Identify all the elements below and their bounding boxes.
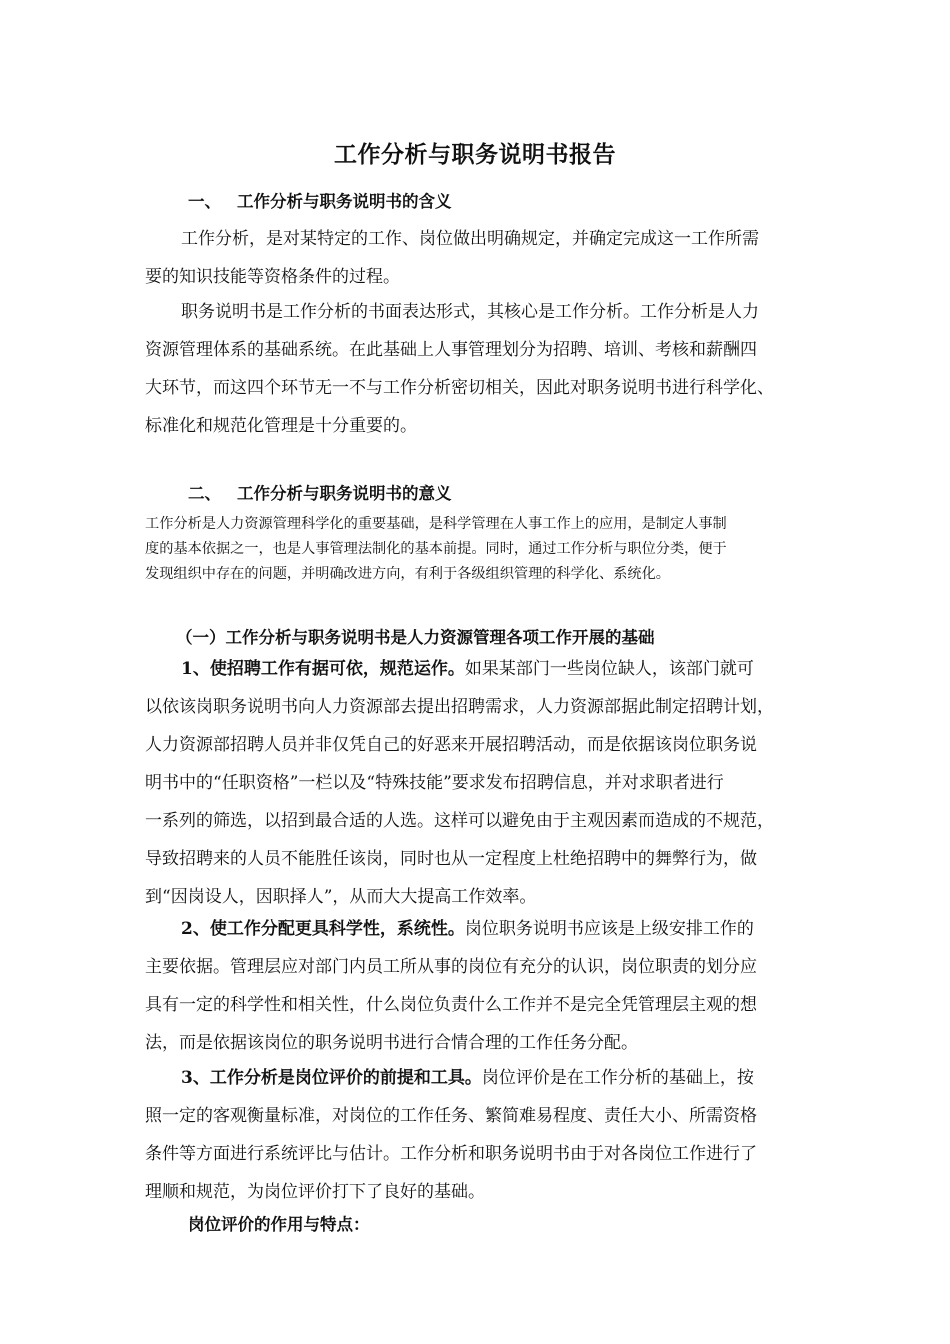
- text-line: 主要依据。管理层应对部门内员工所从事的岗位有充分的认识，岗位职责的划分应: [145, 957, 757, 977]
- text-line: 照一定的客观衡量标准，对岗位的工作任务、繁简难易程度、责任大小、所需资格: [145, 1106, 757, 1126]
- text-line: 大环节，而这四个环节无一不与工作分析密切相关，因此对职务说明书进行科学化、: [145, 378, 774, 398]
- text-line: 导致招聘来的人员不能胜任该岗，同时也从一定程度上杜绝招聘中的舞弊行为，做: [145, 849, 757, 869]
- text-line: 资源管理体系的基础系统。在此基础上人事管理划分为招聘、培训、考核和薪酬四: [145, 340, 757, 360]
- text-line: 法，而是依据该岗位的职务说明书进行合情合理的工作任务分配。: [145, 1033, 638, 1053]
- subsection-heading: （一）工作分析与职务说明书是人力资源管理各项工作开展的基础: [176, 628, 655, 647]
- text-line: [145, 1059, 845, 1097]
- item-2-lead: 2、使工作分配更具科学性，系统性。: [181, 919, 465, 939]
- section-2-heading: [188, 480, 452, 504]
- item-3-paragraph: [145, 1059, 845, 1211]
- text-line: 职务说明书是工作分析的书面表达形式，其核心是工作分析。工作分析是人力: [181, 302, 759, 322]
- text-line: [145, 910, 845, 948]
- text-line: 条件等方面进行系统评比与估计。工作分析和职务说明书由于对各岗位工作进行了: [145, 1144, 757, 1164]
- section-1-number: 一、: [188, 192, 221, 211]
- text-line: 工作分析是人力资源管理科学化的重要基础，是科学管理在人事工作上的应用，是制定人事制: [145, 516, 727, 532]
- text-line: 标准化和规范化管理是十分重要的。: [145, 416, 417, 436]
- item-2-first: 岗位职务说明书应该是上级安排工作的: [464, 919, 754, 939]
- text-line: 人力资源部招聘人员并非仅凭自己的好恶来开展招聘活动，而是依据该岗位职务说: [145, 735, 757, 755]
- text-line: 明书中的“任职资格”一栏以及“特殊技能”要求发布招聘信息，并对求职者进行: [145, 773, 724, 793]
- section-2-title: 工作分析与职务说明书的意义: [237, 484, 452, 503]
- item-2-paragraph: [145, 910, 845, 1062]
- text-line: [145, 650, 845, 688]
- item-1-lead: 1、使招聘工作有据可依，规范运作。: [181, 659, 465, 679]
- item-1-paragraph: [145, 650, 845, 916]
- text-line: 发现组织中存在的问题，并明确改进方向，有利于各级组织管理的科学化、系统化。: [145, 566, 670, 582]
- text-line: 以依该岗职务说明书向人力资源部去提出招聘需求，人力资源部据此制定招聘计划，: [145, 697, 774, 717]
- item-3-lead: 3、工作分析是岗位评价的前提和工具。: [181, 1068, 482, 1088]
- section-2-number: 二、: [188, 484, 221, 503]
- section-1-title: 工作分析与职务说明书的含义: [237, 192, 452, 211]
- text-line: 要的知识技能等资格条件的过程。: [145, 267, 400, 287]
- text-line: 具有一定的科学性和相关性，什么岗位负责什么工作并不是完全凭管理层主观的想: [145, 995, 757, 1015]
- section-1-paragraph-2: [145, 293, 845, 445]
- section-1-paragraph-1: [145, 220, 845, 296]
- section-2-paragraph: [145, 512, 845, 587]
- item-1-first: 如果某部门一些岗位缺人，该部门就可: [464, 659, 754, 679]
- page-title: 工作分析与职务说明书报告: [334, 141, 616, 168]
- item-3-first: 岗位评价是在工作分析的基础上，按: [481, 1068, 754, 1088]
- closing-heading: 岗位评价的作用与特点：: [188, 1215, 370, 1234]
- text-line: 度的基本依据之一，也是人事管理法制化的基本前提。同时，通过工作分析与职位分类，便于: [145, 541, 727, 557]
- section-1-heading: [188, 188, 452, 212]
- text-line: 一系列的筛选，以招到最合适的人选。这样可以避免由于主观因素而造成的不规范，: [145, 811, 774, 831]
- text-line: 到“因岗设人，因职择人”，从而大大提高工作效率。: [145, 887, 537, 907]
- text-line: 理顺和规范，为岗位评价打下了良好的基础。: [145, 1182, 485, 1202]
- text-line: 工作分析，是对某特定的工作、岗位做出明确规定，并确定完成这一工作所需: [181, 229, 759, 249]
